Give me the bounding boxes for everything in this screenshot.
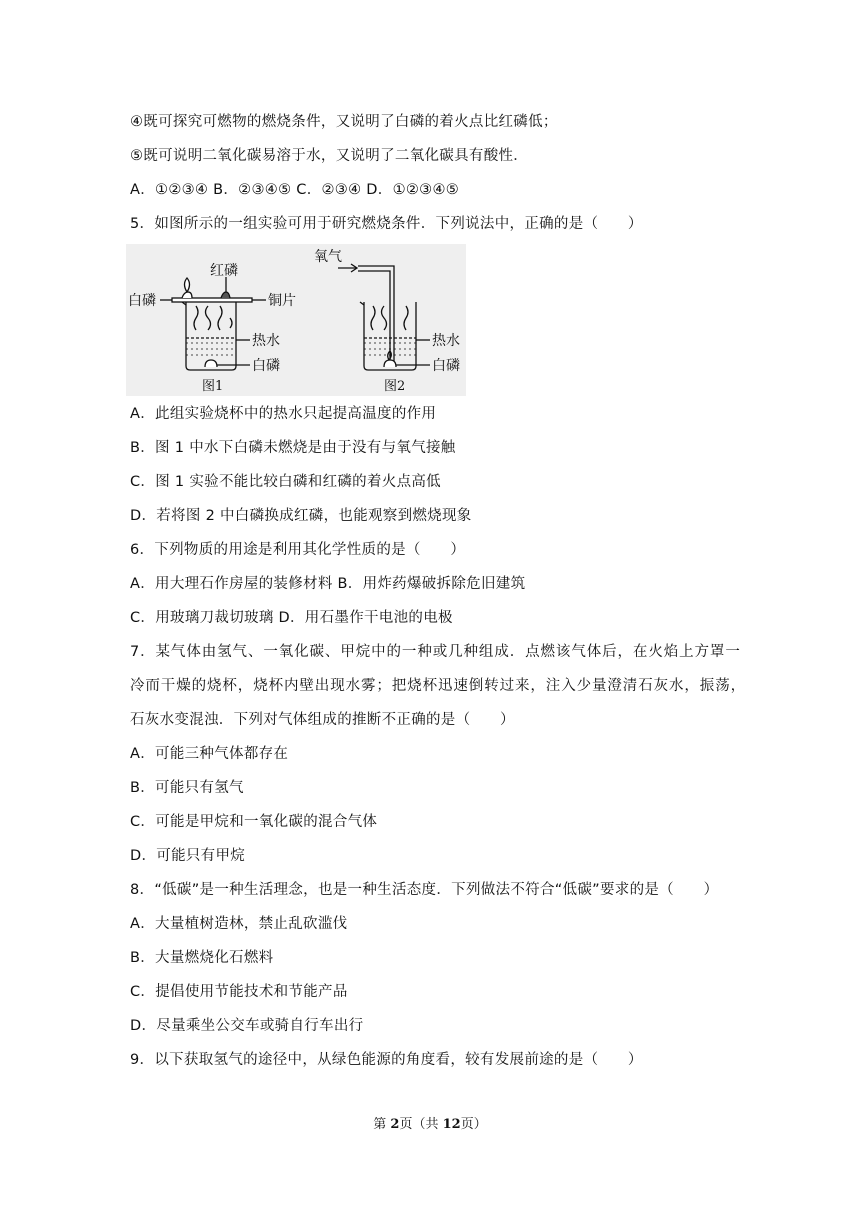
option-cd: C．用玻璃刀裁切玻璃 D．用石墨作干电池的电极: [130, 610, 453, 626]
footer-prefix: 第: [373, 1117, 391, 1132]
footer-suffix: 页）: [460, 1117, 487, 1132]
white-phosphorus-label: 白磷: [252, 358, 280, 374]
option-c: C．提倡使用节能技术和节能产品: [130, 984, 348, 1000]
question-7-cont: 石灰水变混浊．下列对气体组成的推断不正确的是（ ）: [130, 712, 515, 728]
option-ab: A．用大理石作房屋的装修材料 B．用炸药爆破拆除危旧建筑: [130, 576, 526, 592]
figure-1-diagram: [160, 277, 266, 370]
question-8: 8．“低碳”是一种生活理念，也是一种生活态度．下列做法不符合“低碳”要求的是（ ）: [130, 882, 719, 898]
figure-1-caption: 图1: [202, 379, 224, 394]
question-9: 9．以下获取氢气的途径中，从绿色能源的角度看，较有发展前途的是（ ）: [130, 1052, 643, 1068]
hot-water-label: 热水: [432, 333, 460, 349]
question-5: 5．如图所示的一组实验可用于研究燃烧条件．下列说法中，正确的是（ ）: [130, 216, 643, 232]
option-b: B．可能只有氢气: [130, 780, 244, 796]
question-7-cont: 冷而干燥的烧杯，烧杯内壁出现水雾；把烧杯迅速倒转过来，注入少量澄清石灰水，振荡，: [130, 678, 746, 694]
page-footer: [0, 1113, 860, 1132]
option-a: A．可能三种气体都存在: [130, 746, 289, 762]
text-line: ⑤既可说明二氧化碳易溶于水，又说明了二氧化碳具有酸性．: [130, 148, 529, 164]
option-d: D．尽量乘坐公交车或骑自行车出行: [130, 1018, 364, 1034]
copper-sheet-label: 铜片: [268, 293, 296, 309]
option-b: B．图 1 中水下白磷未燃烧是由于没有与氧气接触: [130, 440, 456, 456]
page-number: 2: [390, 1117, 400, 1132]
combustion-experiment-figure: [126, 244, 466, 396]
option-b: B．大量燃烧化石燃料: [130, 950, 274, 966]
option-a: A．大量植树造林，禁止乱砍滥伐: [130, 916, 348, 932]
question-7: 7．某气体由氢气、一氧化碳、甲烷中的一种或几种组成．点燃该气体后，在火焰上方罩一: [130, 644, 741, 660]
option-c: C．图 1 实验不能比较白磷和红磷的着火点高低: [130, 474, 441, 490]
footer-middle: 页（共: [399, 1117, 443, 1132]
figure-2-caption: 图2: [384, 379, 406, 394]
option-d: D．若将图 2 中白磷换成红磷，也能观察到燃烧现象: [130, 508, 472, 524]
question-6: 6．下列物质的用途是利用其化学性质的是（ ）: [130, 542, 466, 558]
red-phosphorus-label: 红磷: [210, 263, 238, 279]
option-a: A．此组实验烧杯中的热水只起提高温度的作用: [130, 406, 437, 422]
figure-2-diagram: [338, 264, 430, 370]
hot-water-label: 热水: [252, 333, 280, 349]
oxygen-label: 氧气: [314, 249, 342, 265]
white-phosphorus-label: 白磷: [432, 358, 460, 374]
text-line: A．①②③④ B．②③④⑤ C．②③④ D．①②③④⑤: [130, 182, 460, 198]
option-c: C．可能是甲烷和一氧化碳的混合气体: [130, 814, 378, 830]
total-pages: 12: [442, 1117, 461, 1132]
white-phosphorus-label: 白磷: [128, 293, 156, 309]
option-d: D．可能只有甲烷: [130, 848, 246, 864]
text-line: ④既可探究可燃物的燃烧条件，又说明了白磷的着火点比红磷低；: [130, 114, 558, 130]
